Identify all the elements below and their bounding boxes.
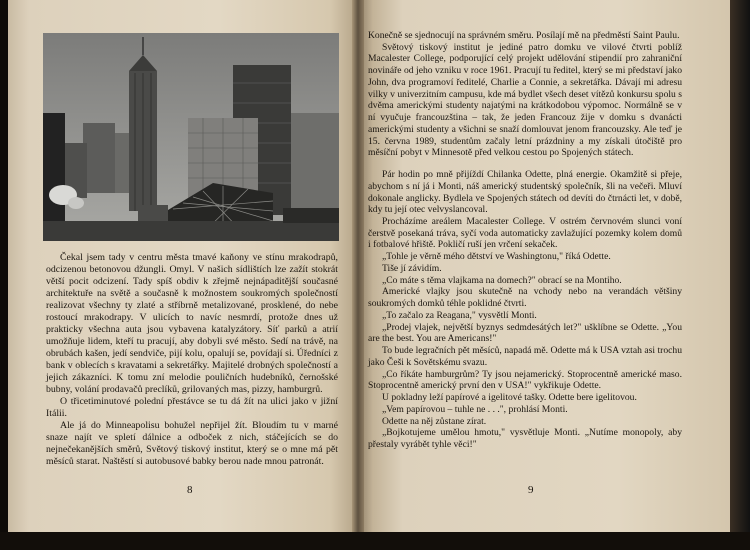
left-paragraph: O třicetiminutové polední přestávce se tu dá žít na ulici jako v jižní Itálii. — [46, 395, 338, 419]
right-paragraph: Pár hodin po mně přijíždí Chilanka Odette, plná energie. Okamžitě si přeje, abychom s ní já i Monti, náš americký studentský společník, šli na večeři. Mluví dokonale anglicky. Bydlela ve Spojených státech od devíti do čtrnácti let, v době, kdy tu její otec velvyslancoval. — [368, 169, 682, 216]
right-paragraph: „Co říkáte hamburgrům? Ty jsou nejamerický. Stoprocentně americké maso. Stoprocentně americký první den v USA!" vykřikuje Odette. — [368, 368, 682, 392]
right-paragraph: Tiše jí závidím. — [382, 262, 442, 274]
right-page-text — [368, 30, 682, 451]
right-paragraph: U pokladny leží papírové a igelitové tašky. Odette bere igelitovou. — [382, 392, 637, 404]
right-paragraph: Konečně se sjednocují na správném směru. Posílají mě na předměstí Saint Paulu. — [368, 30, 680, 41]
right-paragraph: „Tohle je věrně mého dětství ve Washingtonu," říká Odette. — [382, 251, 611, 263]
right-paragraph: „To začalo za Reagana," vysvětlí Monti. — [382, 309, 537, 321]
right-paragraph: Odette na něj zůstane zírat. — [382, 415, 487, 427]
right-paragraph: „Prodej vlajek, největší byznys sedmdesátých let?" ušklíbne se Odette. „You are the best. You are Americans!" — [368, 321, 682, 345]
left-page-number: 8 — [187, 484, 193, 496]
right-paragraph: Americké vlajky jsou skutečně na vchody nebo na verandách většiny soukromých domků téhle poklidné čtvrti. — [368, 286, 682, 310]
right-page-number: 9 — [528, 484, 534, 496]
bottom-shadow — [0, 532, 750, 550]
right-paragraph: „Vem papírovou – tuhle ne . . .", prohlásí Monti. — [382, 403, 568, 415]
right-paragraph: „Co máte s těma vlajkama na domech?" obrací se na Montiho. — [382, 274, 622, 286]
right-paragraph: Procházíme areálem Macalester College. V ostrém červnovém slunci voní čerstvě posekaná tráva, syčí voda automaticky zavlažující pozemky kolem domů i fotbalové hřiště. Pokličí ruší jen vrčení sekaček. — [368, 216, 682, 251]
city-skyline-photo — [43, 33, 339, 241]
left-paragraph: Čekal jsem tady v centru města tmavé kaňony ve stínu mrakodrapů, odcizenou betonovou džungli. Omyl. V našich sídlištích lze zažít stokrát větší pocit odcizení. Tady spíš obdiv k zřejmě nejnápaditější současné architektuře na světě a současně k možnostem soukromých společností realizovat všechny ty zlaté a stříbrně metalizované, prosklené, do nebe rostoucí mrakodrapy. V ulicích to navíc nesmrdí, protože dnes už prakticky všechna auta jsou vybavena katalyzátory. Síť parků a atrií umožňuje lidem, kteří tu pracují, aby dobyli své město. Sedí na trávě, na obrubách kašen, jedí sendviče, pijí kolu, opalují se, povídají si. Úředníci z bank v oblecích s kravatami a sekretářky. Majitelé drobných společností a jejich zákazníci. K tomu zní melodie pouličních hudebníků, černošské bubny, volání prodavačů preclíků, grilovaných mas, pizzy, hamburgrů. — [46, 252, 338, 395]
left-paragraph: Ale já do Minneapolisu bohužel nepřijel žít. Bloudím tu v marné snaze najít ve spletí dálnice a odboček z nich, stáčejících se do nejnečekanějších směrů, Světový tiskový institut, který se o mne má pět měsíců starat. Naštěstí si autobusové babky berou nade mnou patronát. — [46, 419, 338, 467]
right-paragraph: Světový tiskový institut je jediné patro domku ve vilové čtvrti poblíž Macalester College, podporující celý projekt udělování stipendií pro zahraniční novináře od jeho vzniku v roce 1961. Pracují tu ředitel, který se mi představí jako John, dva programoví ředitelé, Charlie a Connie, a sekretářka. Dávají mi adresu vilky v univerzitním campusu, kde má bydlet všech deset vítězů konkursu spolu s dvěma americkými studenty najatými na krátkodobou výpomoc. Normálně se v ní vyučuje francouzština – tak, že jeden Francouz žije v domku s dvanácti americkými studenty a všichni se snaží domlouvat jenom francouzsky. Ale teď je 15. června 1989, studentům začaly letní prázdniny a my získali útočiště pro měsíční pobyt v Minnesotě před velkou cestou po Spojených státech. — [368, 41, 682, 159]
right-paragraph: To bude legračních pět měsíců, napadá mě. Odette má k USA vztah asi trochu jako Češi k Sovětskému svazu. — [368, 345, 682, 368]
book-edge-shadow — [730, 0, 750, 550]
book-spine — [352, 0, 364, 550]
right-paragraph: „Bojkotujeme umělou hmotu," vysvětluje Monti. „Nutíme monopoly, aby přestaly vyrábět tyhle věci!" — [368, 427, 682, 450]
left-page-text — [46, 252, 338, 468]
